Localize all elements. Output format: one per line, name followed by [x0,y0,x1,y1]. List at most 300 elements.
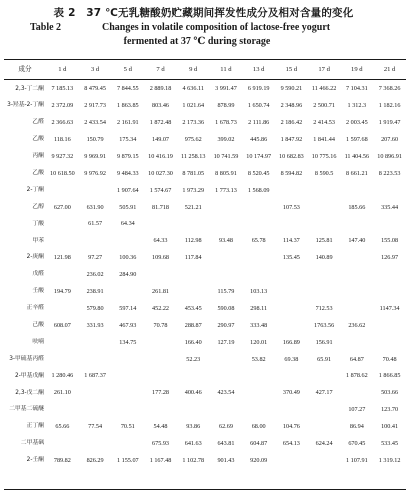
relative-content-cell: 53.82 [251,355,266,363]
relative-content-cell: 11 404.56 [344,152,370,160]
relative-content-cell: 2 414.53 [313,119,335,127]
table-row [4,165,406,182]
relative-content-cell [242,267,275,284]
compound-name: 2-丁酮 [26,186,44,193]
table-row [4,301,406,318]
relative-content-cell: 194.79 [53,288,71,296]
relative-content-cell: 579.80 [86,304,104,312]
relative-content-cell: 100.36 [119,254,137,262]
relative-content-cell [340,216,373,233]
relative-content-cell: 1 841.44 [313,136,335,144]
table-row [4,284,406,301]
relative-content-cell: 1 574.67 [149,186,172,194]
relative-content-cell [79,351,112,368]
header-row [4,60,406,81]
relative-content-cell [308,199,341,216]
relative-content-cell: 452.22 [152,304,170,312]
relative-content-cell: 9 484.33 [116,169,139,177]
relative-content-cell: 127.19 [217,338,235,346]
relative-content-cell: 7 368.26 [378,85,401,93]
relative-content-cell: 6 919.19 [247,85,270,93]
relative-content-cell: 789.82 [53,456,71,464]
relative-content-cell [340,385,373,402]
relative-content-cell: 185.66 [348,203,366,211]
relative-content-cell: 2 186.42 [280,119,303,127]
relative-content-cell: 288.87 [184,321,202,329]
table-row [4,182,406,199]
relative-content-cell: 64.34 [120,220,135,228]
relative-content-cell: 10 027.30 [148,169,173,177]
relative-content-cell: 8 479.45 [84,85,106,93]
relative-content-cell: 109.68 [152,254,170,262]
table-row [4,98,406,115]
relative-content-cell: 93.48 [218,237,233,245]
relative-content-cell: 2 917.73 [84,102,106,110]
relative-content-cell [79,385,112,402]
relative-content-cell [111,402,144,419]
relative-content-cell [144,351,177,368]
table-row [4,267,406,284]
compound-name: 2-甲基戊酮 [15,372,44,379]
relative-content-cell [79,402,112,419]
relative-content-cell: 69.38 [284,355,299,363]
compound-name: 壬酸 [32,288,44,295]
relative-content-cell: 1 167.48 [149,456,172,464]
table-row [4,317,406,334]
table-title-english [12,21,402,49]
relative-content-cell: 10 618.50 [49,169,75,177]
header-day: 17 d [318,66,330,74]
relative-content-cell [210,267,243,284]
relative-content-cell: 175.34 [119,136,137,144]
relative-content-cell [373,182,406,199]
relative-content-cell: 399.02 [217,136,235,144]
relative-content-cell: 427.17 [315,389,333,397]
relative-content-cell [79,334,112,351]
relative-content-cell: 3 991.47 [215,85,237,93]
relative-content-cell: 1 280.46 [51,372,74,380]
relative-content-cell: 298.11 [250,304,268,312]
relative-content-cell: 10 896.91 [377,152,402,160]
relative-content-cell: 1 568.09 [247,186,270,194]
relative-content-cell [79,182,112,199]
table-bottom-rule [4,489,406,490]
relative-content-cell [79,436,112,453]
relative-content-cell: 8 781.05 [182,169,205,177]
relative-content-cell [46,351,79,368]
header-day: 9 d [189,66,198,74]
relative-content-cell: 121.98 [53,254,71,262]
relative-content-cell: 597.14 [119,304,137,312]
relative-content-cell: 140.89 [315,254,333,262]
relative-content-cell: 236.02 [86,271,104,279]
relative-content-cell [46,233,79,250]
relative-content-cell: 149.07 [152,136,170,144]
relative-content-cell: 2 889.18 [149,85,172,93]
compound-name: 3-羟基-2-丁酮 [7,102,44,109]
table-row [4,402,406,419]
relative-content-cell: 52.23 [186,355,201,363]
relative-content-cell: 1 847.92 [280,136,303,144]
relative-content-cell [111,436,144,453]
relative-content-cell: 2 348.96 [280,102,303,110]
relative-content-cell: 8 590.5 [314,169,334,177]
relative-content-cell [242,250,275,267]
relative-content-cell [242,199,275,216]
relative-content-cell: 126.97 [381,254,399,262]
relative-content-cell [242,385,275,402]
relative-content-cell: 61.57 [88,220,103,228]
relative-content-cell [177,284,210,301]
relative-content-cell: 1 872.48 [149,119,172,127]
relative-content-cell: 1 182.16 [378,102,401,110]
table-row [4,419,406,436]
relative-content-cell: 8 805.91 [215,169,237,177]
relative-content-cell [275,182,308,199]
relative-content-cell [144,368,177,385]
relative-content-cell: 68.00 [251,423,266,431]
relative-content-cell: 103.13 [250,288,268,296]
compound-name: 2,3-丁二酮 [15,85,44,92]
relative-content-cell: 1 319.12 [378,456,401,464]
header-day: 21 d [383,66,396,74]
relative-content-cell [46,182,79,199]
header-day: 13 d [252,66,265,74]
relative-content-cell [111,368,144,385]
relative-content-cell: 9 976.92 [84,169,106,177]
header-day: 19 d [351,66,363,74]
relative-content-cell: 284.90 [119,271,137,279]
compound-name: 2-壬酮 [26,457,44,464]
relative-content-cell [275,267,308,284]
relative-content-cell: 590.08 [217,304,235,312]
table-row [4,233,406,250]
relative-content-cell: 8 594.82 [280,169,303,177]
relative-content-cell: 1 773.13 [215,186,237,194]
header-compound: 成分 [18,66,32,74]
table-title-line2: fermented at 37 ℃ during storage [123,36,271,47]
relative-content-cell: 10 682.83 [279,152,304,160]
table-title-line1: Changes in volatile composition of lactose-free yogurt [102,22,331,33]
relative-content-cell: 8 520.45 [247,169,270,177]
relative-content-cell: 112.98 [184,237,202,245]
relative-content-cell: 4 636.11 [182,85,204,93]
relative-content-cell: 177.28 [152,389,170,397]
relative-content-cell [373,317,406,334]
relative-content-cell: 901.43 [217,456,235,464]
relative-content-cell: 150.79 [86,136,104,144]
compound-name: 呋喃 [32,338,44,345]
table-row [4,149,406,166]
header-day: 11 d [220,66,232,74]
relative-content-cell [275,402,308,419]
compound-name: 乙醛 [32,119,44,126]
relative-content-cell: 135.45 [282,254,300,262]
relative-content-cell: 400.46 [184,389,202,397]
relative-content-cell: 9 969.91 [84,152,106,160]
relative-content-cell: 654.13 [282,440,300,448]
relative-content-cell: 8 223.53 [378,169,401,177]
relative-content-cell: 608.07 [53,321,71,329]
relative-content-cell: 11 258.13 [180,152,206,160]
relative-content-cell: 70.51 [120,423,135,431]
relative-content-cell: 2 173.36 [182,119,205,127]
table-row [4,334,406,351]
volatile-composition-table [4,60,406,469]
relative-content-cell: 114.37 [282,237,300,245]
relative-content-cell: 975.62 [184,136,202,144]
relative-content-cell [308,453,341,470]
relative-content-cell: 826.29 [86,456,104,464]
relative-content-cell [210,351,243,368]
relative-content-cell: 423.54 [217,389,235,397]
relative-content-cell [210,402,243,419]
relative-content-cell: 147.40 [348,237,366,245]
relative-content-cell [144,267,177,284]
relative-content-cell: 370.49 [282,389,300,397]
relative-content-cell: 2 161.91 [116,119,139,127]
relative-content-cell: 505.91 [119,203,137,211]
relative-content-cell: 1 866.85 [378,372,401,380]
compound-name: 正辛醛 [26,305,44,312]
relative-content-cell: 803.46 [152,102,170,110]
relative-content-cell: 670.45 [348,440,366,448]
relative-content-cell: 878.99 [217,102,235,110]
relative-content-cell: 70.48 [382,355,397,363]
compound-name: 二甲基二硫醚 [9,406,44,413]
relative-content-cell [79,233,112,250]
relative-content-cell [144,216,177,233]
relative-content-cell: 10 174.97 [246,152,272,160]
relative-content-cell [340,267,373,284]
relative-content-cell [308,216,341,233]
relative-content-cell: 86.94 [349,423,364,431]
table-row [4,199,406,216]
relative-content-cell: 10 741.59 [213,152,239,160]
relative-content-cell: 10 416.19 [148,152,173,160]
relative-content-cell: 9 927.32 [51,152,74,160]
relative-content-cell: 207.60 [381,136,399,144]
relative-content-cell: 166.89 [282,338,300,346]
table-row [4,81,406,98]
compound-name: 丙酮 [32,153,44,160]
table-row [4,132,406,149]
relative-content-cell [275,301,308,318]
relative-content-cell: 712.53 [315,304,333,312]
compound-name: 甲苯 [32,237,44,244]
relative-content-cell [275,284,308,301]
relative-content-cell: 1 312.3 [347,102,367,110]
relative-content-cell: 1 678.73 [215,119,237,127]
relative-content-cell: 115.79 [217,288,235,296]
relative-content-cell: 2 372.09 [51,102,74,110]
compound-name: 正丁酮 [26,423,44,430]
relative-content-cell: 1 597.68 [346,136,368,144]
relative-content-cell [111,385,144,402]
relative-content-cell: 2 433.54 [84,119,106,127]
relative-content-cell: 1 878.62 [346,372,368,380]
relative-content-cell: 120.01 [250,338,268,346]
relative-content-cell: 64.87 [349,355,364,363]
compound-name: 乙醇 [32,203,44,210]
relative-content-cell: 1 021.64 [182,102,205,110]
relative-content-cell [340,301,373,318]
relative-content-cell: 1 687.37 [84,372,106,380]
relative-content-cell: 261.81 [152,288,170,296]
relative-content-cell: 604.87 [250,440,268,448]
compound-name: 乙酸 [32,170,44,176]
relative-content-cell [46,402,79,419]
relative-content-cell [308,267,341,284]
relative-content-cell [340,250,373,267]
relative-content-cell: 65.66 [55,423,70,431]
relative-content-cell: 64.33 [153,237,168,245]
table-title-chinese: 表 2 37 ℃无乳糖酸奶贮藏期间挥发性成分及相对含量的变化 [53,7,354,19]
relative-content-cell: 1 155.07 [116,456,139,464]
relative-content-cell: 125.81 [315,237,333,245]
relative-content-cell [210,199,243,216]
relative-content-cell: 7 185.13 [51,85,74,93]
relative-content-cell: 467.93 [119,321,137,329]
relative-content-cell: 1147.34 [379,304,400,312]
table-row [4,250,406,267]
relative-content-cell: 104.76 [282,423,300,431]
header-day: 15 d [285,66,298,74]
relative-content-cell [210,368,243,385]
table-row [4,453,406,470]
relative-content-cell [177,216,210,233]
table-label: Table 2 [30,22,62,33]
relative-content-cell [275,317,308,334]
relative-content-cell: 155.08 [381,237,399,245]
table-row [4,351,406,368]
relative-content-cell [373,284,406,301]
header-day: 7 d [156,66,165,74]
relative-content-cell: 156.91 [315,338,333,346]
compound-name: 3-甲硫基丙醛 [9,355,44,362]
table-row [4,385,406,402]
relative-content-cell [144,334,177,351]
compound-name: 己酸 [32,322,44,329]
relative-content-cell [46,267,79,284]
relative-content-cell: 81.718 [152,203,170,211]
relative-content-cell: 9 879.15 [116,152,139,160]
relative-content-cell: 7 844.55 [116,85,139,93]
relative-content-cell: 134.75 [119,338,137,346]
relative-content-cell [308,419,341,436]
relative-content-cell: 8 661.21 [346,169,368,177]
relative-content-cell: 107.53 [282,203,300,211]
compound-name: 2-庚酮 [26,254,44,261]
relative-content-cell [177,402,210,419]
relative-content-cell: 533.45 [381,440,399,448]
relative-content-cell: 641.63 [184,440,202,448]
relative-content-cell [46,216,79,233]
relative-content-cell [308,402,341,419]
relative-content-cell [242,368,275,385]
compound-name: 戊醛 [32,271,44,278]
relative-content-cell: 62.69 [218,423,233,431]
relative-content-cell [177,368,210,385]
header-day: 5 d [123,66,132,74]
relative-content-cell: 1 107.91 [346,456,368,464]
relative-content-cell [111,351,144,368]
relative-content-cell: 97.27 [88,254,103,262]
relative-content-cell: 335.44 [381,203,399,211]
relative-content-cell [111,284,144,301]
relative-content-cell: 333.48 [250,321,268,329]
relative-content-cell [340,334,373,351]
relative-content-cell: 643.81 [217,440,235,448]
header-day: 3 d [90,66,100,74]
relative-content-cell: 1 650.74 [247,102,270,110]
relative-content-cell [308,182,341,199]
relative-content-cell [111,233,144,250]
table-body [4,81,406,469]
table-row [4,436,406,453]
relative-content-cell: 1 919.47 [378,119,401,127]
relative-content-cell: 445.86 [250,136,268,144]
table-row [4,115,406,132]
relative-content-cell: 10 775.16 [311,152,337,160]
relative-content-cell: 1 973.29 [182,186,205,194]
relative-content-cell [177,267,210,284]
relative-content-cell: 2 003.45 [346,119,368,127]
relative-content-cell: 166.40 [184,338,202,346]
relative-content-cell: 100.41 [381,423,399,431]
relative-content-cell [242,402,275,419]
relative-content-cell [275,216,308,233]
relative-content-cell [242,216,275,233]
relative-content-cell: 631.90 [86,203,104,211]
relative-content-cell [340,182,373,199]
relative-content-cell: 70.78 [153,321,168,329]
relative-content-cell [373,334,406,351]
table-row [4,368,406,385]
compound-name: 2,3-戊二酮 [15,389,44,396]
relative-content-cell: 236.62 [348,321,366,329]
relative-content-cell: 93.86 [186,423,201,431]
relative-content-cell [144,402,177,419]
relative-content-cell: 123.70 [381,406,399,414]
relative-content-cell [373,267,406,284]
relative-content-cell: 675.93 [152,440,170,448]
table-header [4,60,406,81]
relative-content-cell: 920.09 [250,456,268,464]
relative-content-cell: 290.97 [217,321,235,329]
relative-content-cell [46,301,79,318]
relative-content-cell: 624.24 [315,440,333,448]
relative-content-cell: 1 102.78 [182,456,205,464]
relative-content-cell: 238.91 [86,288,104,296]
relative-content-cell: 118.16 [53,136,71,144]
relative-content-cell [210,216,243,233]
relative-content-cell: 453.45 [184,304,202,312]
compound-name: 丁酸 [32,220,44,227]
relative-content-cell [210,250,243,267]
relative-content-cell [275,368,308,385]
relative-content-cell: 503.66 [381,389,399,397]
relative-content-cell: 2 366.63 [51,119,74,127]
relative-content-cell: 11 466.22 [311,85,337,93]
relative-content-cell [308,284,341,301]
relative-content-cell [46,436,79,453]
relative-content-cell: 9 590.21 [280,85,303,93]
relative-content-cell [308,368,341,385]
relative-content-cell: 54.48 [153,423,168,431]
relative-content-cell: 65.78 [251,237,266,245]
table-row [4,216,406,233]
